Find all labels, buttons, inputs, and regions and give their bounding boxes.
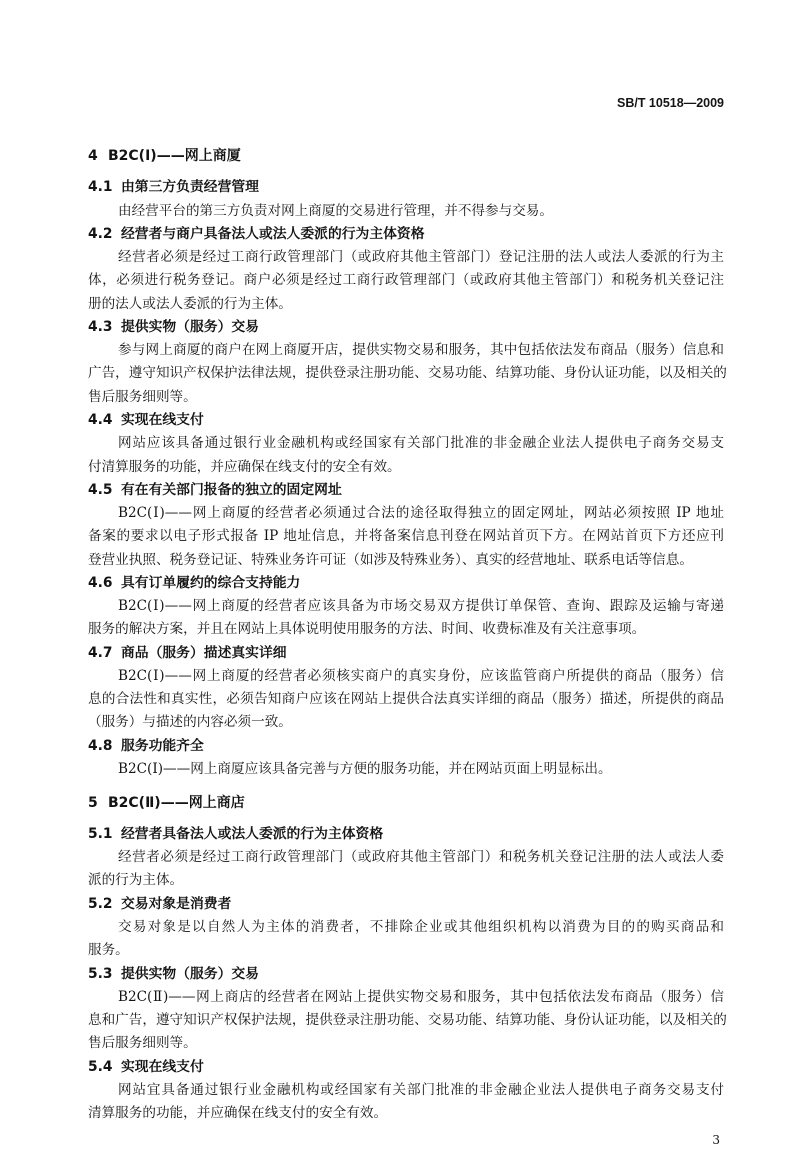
body-line: B2C(Ⅰ)——网上商厦的经营者必须核实商户的真实身份，应该监管商户所提供的商品（服务）信 (118, 667, 724, 684)
body-line: 体，必须进行税务登记。商户必须是经过工商行政管理部门（或政府其他主管部门）和税务机关登记注 (88, 272, 724, 289)
clause-heading (88, 735, 724, 758)
section-number: 4 (88, 148, 98, 165)
clause-number: 5.2 (88, 895, 113, 912)
body-line: 备案的要求以电子形式报备 IP 地址信息，并将备案信息刊登在网站首页下方。在网站首页下方还应刊 (88, 528, 724, 545)
body-line: 网站应该具备通过银行业金融机构或经国家有关部门批准的非金融企业法人提供电子商务交易支 (118, 435, 724, 452)
clause-number: 4.1 (88, 179, 113, 196)
clause-heading (88, 823, 724, 846)
section-4 (88, 145, 727, 781)
body-line: 登营业执照、税务登记证、特殊业务许可证（如涉及特殊业务）、真实的经营地址、联系电话等信息。 (88, 551, 693, 568)
clause-4-7 (88, 642, 724, 735)
clause-4-1 (88, 176, 724, 223)
clause-number: 4.7 (88, 644, 113, 661)
body-line: 交易对象是以自然人为主体的消费者，不排除企业或其他组织机构以消费为目的的购买商品和 (118, 919, 724, 935)
clause-number: 5.3 (88, 965, 113, 982)
clause-title: 服务功能齐全 (121, 737, 204, 754)
body-line: 售后服务细则等。 (88, 1035, 197, 1052)
clause-heading (88, 409, 724, 432)
clause-heading (88, 223, 724, 246)
body-line: B2C(Ⅱ)——网上商店的经营者在网站上提供实物交易和服务，其中包括依法发布商品（服务）信 (118, 988, 724, 1005)
body-line: （服务）与描述的内容必须一致。 (88, 714, 292, 731)
clause-heading (88, 1056, 724, 1079)
clause-number: 5.1 (88, 825, 113, 842)
clause-title: 由第三方负责经营管理 (121, 179, 259, 196)
clause-4-5 (88, 479, 724, 572)
clause-heading (88, 893, 724, 916)
body-line: B2C(Ⅰ)——网上商厦的经营者必须通过合法的途径取得独立的固定网址，网站必须按照 IP 地址 (118, 505, 724, 522)
body-line: 册的法人或法人委派的行为主体。 (88, 295, 292, 312)
clause-heading (88, 176, 724, 199)
clause-heading (88, 479, 724, 502)
clause-5-4 (88, 1056, 724, 1126)
body-line: 付清算服务的功能，并应确保在线支付的安全有效。 (88, 458, 401, 475)
body-line: 售后服务细则等。 (88, 388, 197, 405)
clause-number: 4.2 (88, 225, 113, 242)
clause-title: 商品（服务）描述真实详细 (121, 644, 287, 661)
body-line: B2C(Ⅰ)——网上商厦应该具备完善与方便的服务功能，并在网站页面上明显标出。 (118, 760, 612, 777)
document-body (88, 145, 727, 1125)
clause-5-2 (88, 893, 724, 963)
clause-number: 4.4 (88, 411, 113, 428)
clause-heading (88, 963, 724, 986)
clause-title: 实现在线支付 (121, 411, 204, 428)
clause-5-1 (88, 823, 724, 893)
clause-title: 实现在线支付 (121, 1058, 204, 1075)
body-line: 广告，遵守知识产权保护法律法规，提供登录注册功能、交易功能、结算功能、身份认证功能，以及相关的 (88, 365, 727, 382)
section-title: B2C(Ⅰ)——网上商厦 (108, 148, 241, 165)
clause-4-6 (88, 572, 724, 642)
body-line: 由经营平台的第三方负责对网上商厦的交易进行管理，并不得参与交易。 (118, 202, 553, 219)
section-heading (88, 145, 724, 168)
section-5 (88, 792, 727, 1125)
body-line: 服务。 (88, 942, 129, 959)
body-line: 经营者必须是经过工商行政管理部门（或政府其他主管部门）登记注册的法人或法人委派的行为主 (118, 249, 724, 266)
body-line: 服务的解决方案，并且在网站上具体说明使用服务的方法、时间、收费标准及有关注意事项。 (88, 621, 646, 638)
page-number: 3 (712, 1133, 720, 1147)
body-line: 息和广告，遵守知识产权保护法规，提供登录注册功能、交易功能、结算功能、身份认证功能，以及相关的 (88, 1012, 727, 1029)
clause-title: 经营者与商户具备法人或法人委派的行为主体资格 (121, 225, 425, 242)
clause-title: 提供实物（服务）交易 (121, 318, 259, 335)
clause-heading (88, 316, 724, 339)
clause-title: 有在有关部门报备的独立的固定网址 (121, 481, 342, 498)
clause-4-4 (88, 409, 724, 479)
clause-title: 交易对象是消费者 (121, 895, 232, 912)
body-line: B2C(Ⅰ)——网上商厦的经营者应该具备为市场交易双方提供订单保管、查询、跟踪及运输与寄递 (118, 598, 724, 615)
body-line: 派的行为主体。 (88, 872, 184, 889)
clause-5-3 (88, 963, 727, 1056)
body-line: 息的合法性和真实性，必须告知商户应该在网站上提供合法真实详细的商品（服务）描述，所提供的商品 (88, 691, 724, 708)
section-number: 5 (88, 794, 98, 811)
body-line: 清算服务的功能，并应确保在线支付的安全有效。 (88, 1105, 388, 1122)
document-code: SB/T 10518—2009 (616, 96, 724, 110)
clause-number: 5.4 (88, 1058, 113, 1075)
clause-4-8 (88, 735, 724, 782)
clause-number: 4.5 (88, 481, 113, 498)
clause-title: 具有订单履约的综合支持能力 (121, 574, 301, 591)
body-line: 经营者必须是经过工商行政管理部门（或政府其他主管部门）和税务机关登记注册的法人或法人委 (118, 849, 724, 866)
section-heading (88, 792, 724, 815)
clause-title: 提供实物（服务）交易 (121, 965, 259, 982)
clause-heading (88, 572, 724, 595)
clause-4-2 (88, 223, 724, 316)
body-line: 网站宜具备通过银行业金融机构或经国家有关部门批准的非金融企业法人提供电子商务交易支付 (118, 1081, 724, 1098)
clause-heading (88, 642, 724, 665)
clause-4-3 (88, 316, 727, 409)
clause-number: 4.6 (88, 574, 113, 591)
body-line: 参与网上商厦的商户在网上商厦开店，提供实物交易和服务，其中包括依法发布商品（服务）信息和 (118, 342, 724, 359)
clause-title: 经营者具备法人或法人委派的行为主体资格 (121, 825, 384, 842)
section-title: B2C(Ⅱ)——网上商店 (108, 794, 245, 811)
clause-number: 4.3 (88, 318, 113, 335)
clause-number: 4.8 (88, 737, 113, 754)
